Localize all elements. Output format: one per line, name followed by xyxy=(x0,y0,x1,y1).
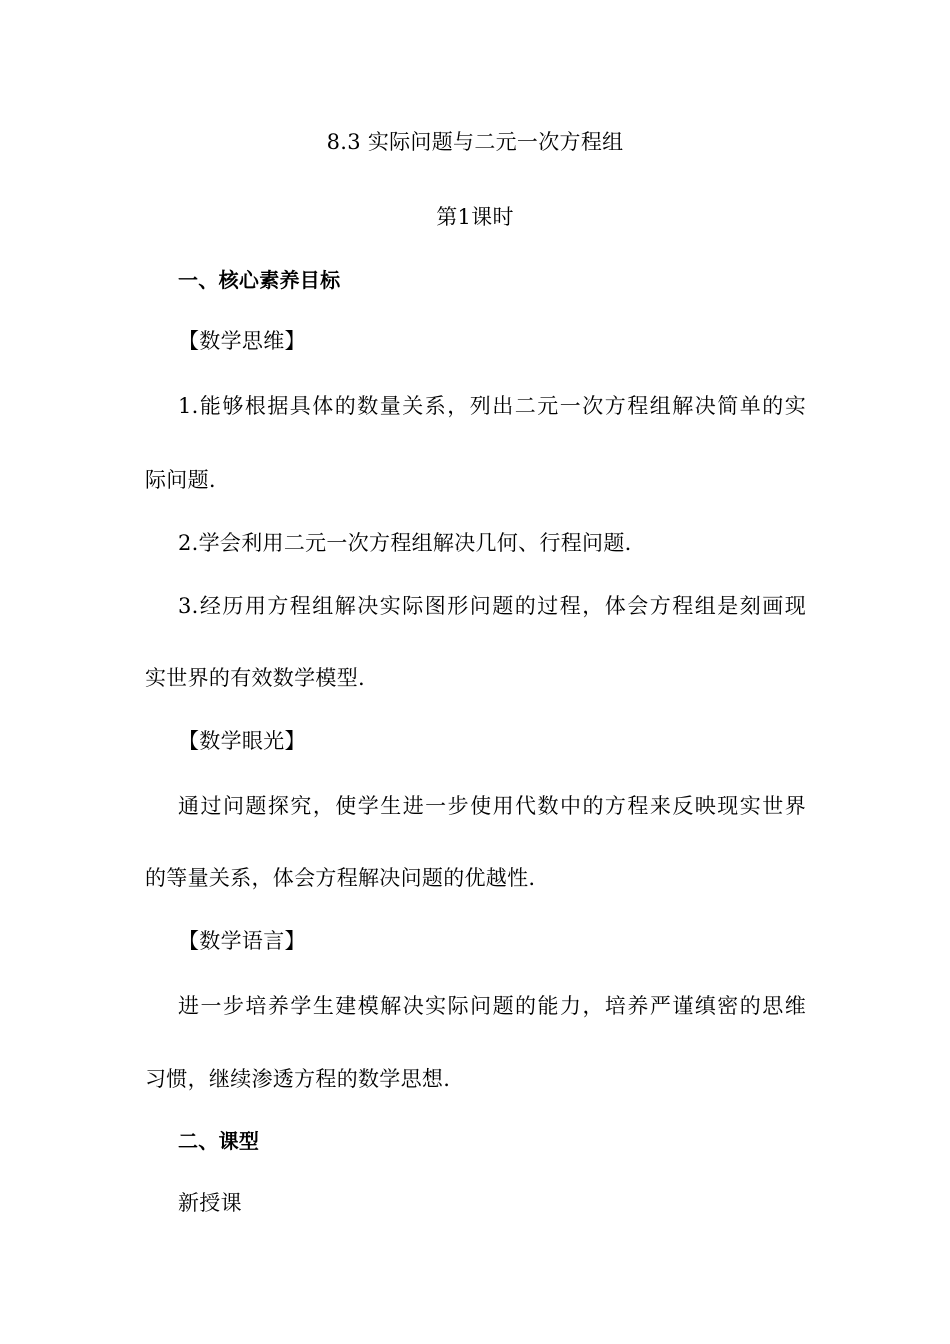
thinking-item-1-line-2: 际问题. xyxy=(145,468,216,492)
section-heading-core-goals: 一、核心素养目标 xyxy=(178,268,341,292)
lesson-subtitle: 第1课时 xyxy=(436,205,514,229)
vision-text-line-2: 的等量关系，体会方程解决问题的优越性. xyxy=(145,866,536,890)
section-heading-lesson-type: 二、课型 xyxy=(178,1129,260,1153)
thinking-item-3-line-1: 3.经历用方程组解决实际图形问题的过程，体会方程组是刻画现 xyxy=(178,594,806,618)
thinking-item-1-line-1: 1.能够根据具体的数量关系，列出二元一次方程组解决简单的实 xyxy=(178,394,806,418)
label-math-thinking: 【数学思维】 xyxy=(178,329,306,353)
language-text-line-1: 进一步培养学生建模解决实际问题的能力，培养严谨缜密的思维 xyxy=(178,994,806,1018)
thinking-item-3-line-2: 实世界的有效数学模型. xyxy=(145,666,365,690)
lesson-type-text: 新授课 xyxy=(178,1191,242,1215)
document-title: 8.3 实际问题与二元一次方程组 xyxy=(326,130,624,154)
label-math-vision: 【数学眼光】 xyxy=(178,729,306,753)
vision-text-line-1: 通过问题探究，使学生进一步使用代数中的方程来反映现实世界 xyxy=(178,794,806,818)
language-text-line-2: 习惯，继续渗透方程的数学思想. xyxy=(145,1067,451,1091)
label-math-language: 【数学语言】 xyxy=(178,929,306,953)
thinking-item-2: 2.学会利用二元一次方程组解决几何、行程问题. xyxy=(178,531,632,555)
